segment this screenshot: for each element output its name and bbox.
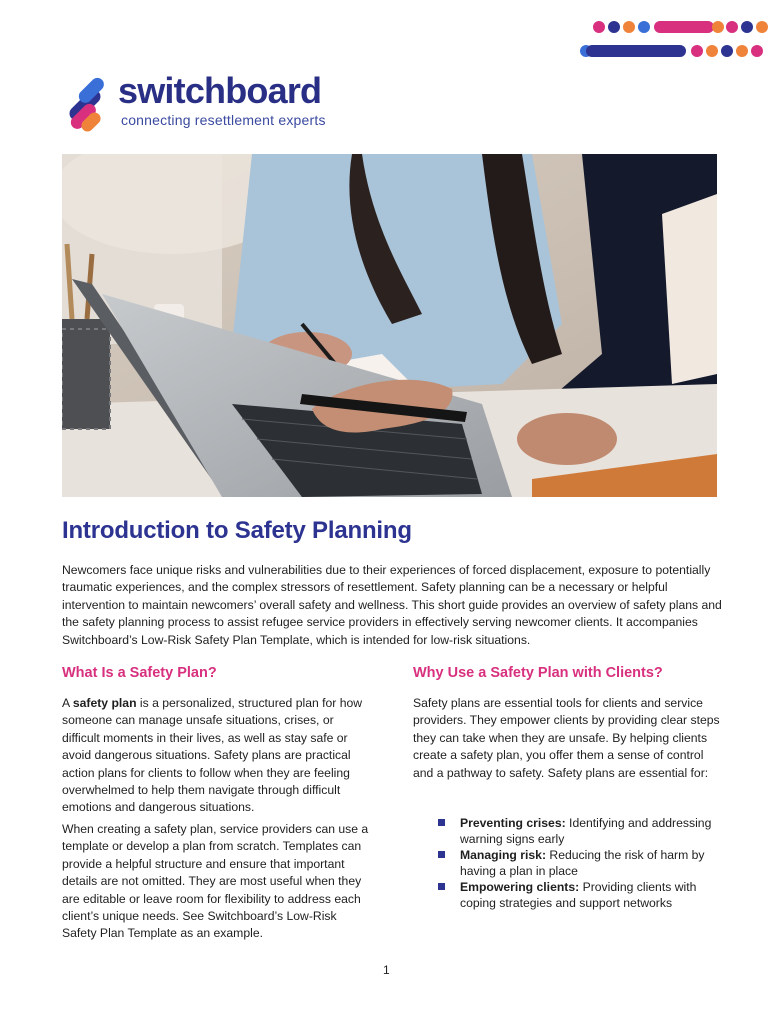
list-item (438, 879, 728, 911)
list-item (438, 815, 728, 847)
section-heading-what-is: What Is a Safety Plan? (62, 665, 217, 681)
hero-photo (62, 154, 717, 497)
laptop-photo-icon (62, 154, 717, 497)
switchboard-logo (62, 70, 352, 134)
logo-name: switchboard (118, 70, 322, 111)
term-safety-plan: safety plan (72, 696, 137, 710)
list-item-text: Identifying and addressing warning signs early (460, 816, 712, 846)
text-rest: is a personalized, structured plan for how someone can manage unsafe situations, crises, or difficult moments in their lives, as well as stay safe or avoid dangerous situations. Safety plans are practical action plans for clients to follow when they are feeling overwhelmed to help them navigate through difficult emotions and dangerous situations. (62, 696, 363, 815)
list-item-term: Managing risk: (460, 848, 547, 862)
page-title: Introduction to Safety Planning (62, 517, 412, 544)
page-number: 1 (383, 963, 390, 977)
bullet-square-icon (438, 883, 445, 890)
bullet-square-icon (438, 819, 445, 826)
why-use-paragraph: Safety plans are essential tools for clients and service providers. They empower clients by providing clear steps they can take when they are unsafe. By helping clients create a safety plan, you offer them a sense of control and a pathway to safety. Safety plans are essential for: (413, 696, 720, 780)
benefits-list (438, 815, 728, 911)
switchboard-logo-icon (62, 76, 112, 132)
what-is-paragraph-1 (62, 695, 372, 817)
list-item-text: Providing clients with coping strategies and support networks (460, 880, 697, 910)
what-is-paragraph-2: When creating a safety plan, service providers can use a template or develop a plan from scratch. Templates can provide a helpful structure and ensure that important details are not omitted. They are most useful when they are editable or leave room for flexibility to address each client’s unique needs. See Switchboard’s Low-Risk Safety Plan Template as an example. (62, 822, 369, 941)
list-item-text: Reducing the risk of harm by having a plan in place (460, 848, 705, 878)
list-item (438, 847, 728, 879)
list-item-term: Preventing crises: (460, 816, 566, 830)
section-heading-why-use: Why Use a Safety Plan with Clients? (413, 665, 663, 681)
text-prefix: A (62, 696, 73, 710)
intro-paragraph: Newcomers face unique risks and vulnerabilities due to their experiences of forced displacement, exposure to potentially traumatic experiences, and the complex stressors of resettlement. Safety planning can be a necessary or helpful intervention to maintain newcomers’ overall safety and wellness. This short guide provides an overview of safety plans and the safety planning process to assist refugee service providers in effectively serving newcomer clients. It accompanies Switchboard’s Low-Risk Safety Plan Template, which is intended for low-risk situations. (62, 563, 722, 647)
bullet-square-icon (438, 851, 445, 858)
decorative-dots (0, 0, 781, 80)
list-item-term: Empowering clients: (460, 880, 580, 894)
logo-tagline: connecting resettlement experts (121, 112, 326, 128)
